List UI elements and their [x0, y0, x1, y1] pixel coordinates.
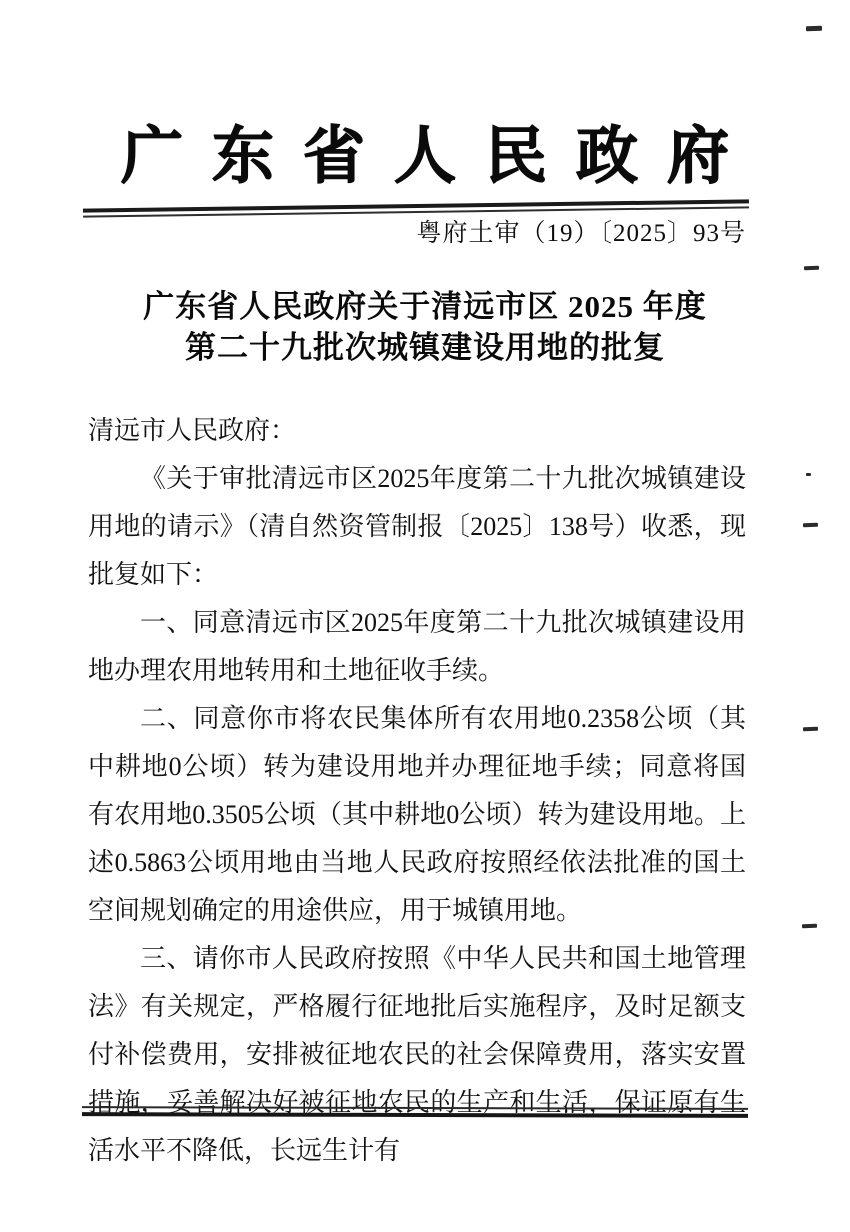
paragraph-item-3: 三、请你市人民政府按照《中华人民共和国土地管理法》有关规定，严格履行征地批后实施程序，及时足额支付补偿费用，安排被征地农民的社会保障费用，落实安置措施，妥善解决好被征地农民的生产和生活，保证原有生活水平不降低，长远生计有 [88, 944, 746, 1165]
footer-divider [82, 1106, 748, 1118]
document-reference-number: 粤府土审（19）〔2025〕93号 [416, 220, 746, 247]
document-title-line2: 第二十九批次城镇建设用地的批复 [185, 330, 665, 365]
letterhead-org-name: 广东省人民政府 [121, 123, 759, 191]
document-title [0, 286, 850, 368]
paragraph-item-1: 一、同意清远市区2025年度第二十九批次城镇建设用地办理农用地转用和土地征收手续。 [88, 608, 746, 685]
binding-mark [803, 727, 818, 732]
paragraph-item-2: 二、同意你市将农民集体所有农用地0.2358公顷（其中耕地0公顷）转为建设用地并办理征地手续；同意将国有农用地0.3505公顷（其中耕地0公顷）转为建设用地。上述0.5863公顷用地由当地人民政府按照经依法批准的国土空间规划确定的用途供应，用于城镇用地。 [88, 704, 746, 925]
paragraph-intro: 《关于审批清远市区2025年度第二十九批次城镇建设用地的请示》（清自然资管制报〔2025〕138号）收悉，现批复如下： [88, 464, 746, 589]
binding-mark [802, 924, 817, 929]
salutation: 清远市人民政府： [88, 416, 297, 445]
document-title-line1: 广东省人民政府关于清远市区 2025 年度 [143, 289, 707, 324]
letterhead-divider [83, 199, 749, 217]
binding-mark [806, 26, 822, 32]
binding-mark [803, 523, 818, 528]
binding-mark [804, 266, 819, 271]
binding-mark [806, 473, 811, 476]
document-body [88, 407, 746, 1175]
